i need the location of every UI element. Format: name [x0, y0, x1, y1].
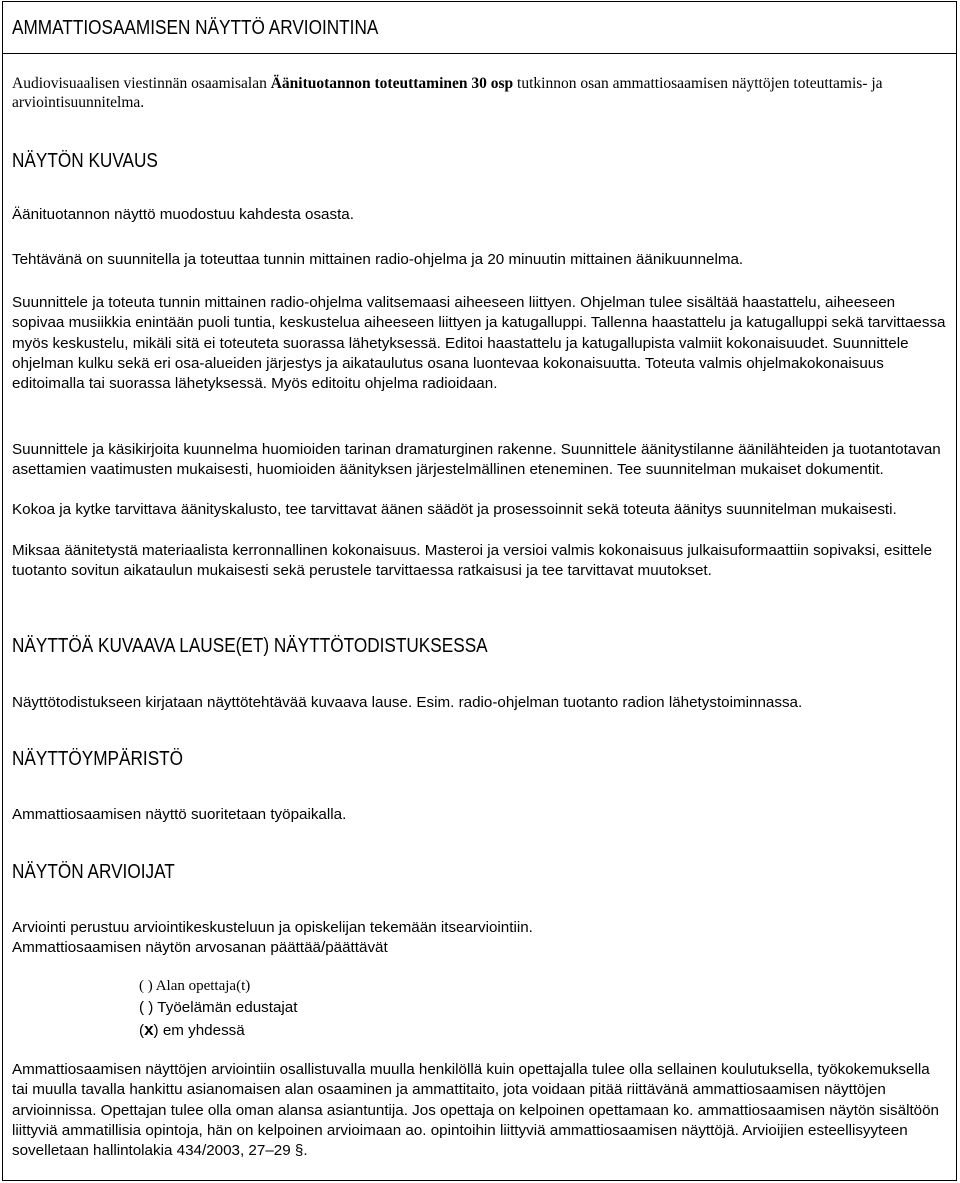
arvioijat-line2: Ammattiosaamisen näytön arvosanan päättää/päättävät — [12, 939, 388, 956]
mark-close: ) — [153, 1022, 159, 1039]
selected-mark: x — [144, 1020, 154, 1039]
arvioijat-heading: NÄYTÖN ARVIOIJAT — [12, 861, 175, 883]
kuvaus-p1: Äänituotannon näyttö muodostuu kahdesta osasta. — [12, 206, 354, 223]
option-label: em yhdessä — [162, 1022, 245, 1039]
ymparisto-heading: NÄYTTÖYMPÄRISTÖ — [12, 748, 184, 770]
option-label: Alan opettaja(t) — [155, 978, 251, 994]
kuvaus-p2: Tehtävänä on suunnitella ja toteuttaa tunnin mittainen radio-ohjelma ja 20 minuutin mittainen äänikuunnelma. — [12, 251, 744, 268]
option-label: Työelämän edustajat — [157, 999, 298, 1016]
intro-bold: Äänituotannon toteuttaminen 30 osp — [270, 75, 514, 92]
kuvaus-p6: Miksaa äänitetystä materiaalista kerronnallinen kokonaisuus. Masteroi ja versioi valmis kokonaisuus julkaisuformaattiin sopivaksi, esittele tuotanto sovitun aikataulun mukaisesti sekä perustele tarvittaessa ratkaisusi ja tee tarvittavat muutokset. — [12, 542, 933, 580]
final-text: Ammattiosaamisen näyttöjen arviointiin osallistuvalla muulla henkilöllä kuin opettajalla tulee olla sellainen koulutuksella, työkokemuksella tai muulla tavalla hankittu asianomaisen alan osaaminen ja ammattitaito, jota voidaan pitää riittävänä ammattiosaamisen näyttöjen arvioinnissa. Opettajan tulee olla oman alansa asiantuntija. Jos opettaja on kelpoinen opettamaan ko. ammattiosaamisen näytön sisältöön liittyviä ammatillisia opintoja, hän on kelpoinen arvioimaan ao. opintoihin liittyviä ammattiosaamisen näyttöjä. Arvioijien esteellisyyteen sovelletaan hallintolakia 434/2003, 27–29 — [12, 1061, 940, 1160]
kuvaus-p3: Suunnittele ja toteuta tunnin mittainen radio-ohjelma valitsemaasi aiheeseen liittyen. Ohjelman tulee sisältää haastattelu, aiheeseen sopivaa musiikkia enintään puoli tuntia, keskustelua aiheeseen liittyen ja katugalluppi. Tallenna haastattelu ja katugalluppi sekä tarvittaessa myös keskustelu, mikäli sitä ei toteuteta suorassa lähetyksessä. Editoi haastattelu ja katugallupista valmiit kokonaisuudet. Suunnittele ohjelman kulku sekä eri osa-alueiden järjestys ja aikataulutus osana luontevaa kokonaisuutta. Toteuta valmis ohjelmakokonaisuus editoimalla tai suorassa lähetyksessä. Myös editoitu ohjelma radioidaan. — [12, 294, 946, 393]
option-mark — [139, 1022, 159, 1039]
lause-heading: NÄYTTÖÄ KUVAAVA LAUSE(ET) NÄYTTÖTODISTUKSESSA — [12, 635, 488, 657]
kuvaus-p4: Suunnittele ja käsikirjoita kuunnelma huomioiden tarinan dramaturginen rakenne. Suunnittele äänitystilanne äänilähteiden ja tuotantotavan asettamien vaatimusten mukaisesti, huomioiden äänityksen järjestelmällinen eteneminen. Tee suunnitelman mukaiset dokumentit. — [12, 441, 941, 479]
option-tyoelaman-edustajat — [139, 998, 297, 1018]
final-end: §. — [294, 1142, 308, 1160]
document-title: AMMATTIOSAAMISEN NÄYTTÖ ARVIOINTINA — [12, 17, 379, 39]
arvioijat-line1: Arviointi perustuu arviointikeskusteluun ja opiskelijan tekemään itsearviointiin. — [12, 919, 533, 936]
title-divider — [2, 53, 957, 54]
option-alan-opettaja — [139, 976, 250, 996]
ymparisto-text: Ammattiosaamisen näyttö suoritetaan työpaikalla. — [12, 806, 347, 823]
intro-paragraph — [12, 74, 947, 112]
kuvaus-heading: NÄYTÖN KUVAUS — [12, 150, 158, 172]
mark-open: ( — [139, 1022, 145, 1039]
option-mark: ( ) — [139, 978, 153, 994]
kuvaus-p5: Kokoa ja kytke tarvittava äänityskalusto, tee tarvittavat äänen säädöt ja prosessoinnit sekä toteuta äänitys suunnitelman mukaisesti. — [12, 501, 897, 518]
intro-pre: Audiovisuaalisen viestinnän osaamisalan — [12, 75, 271, 92]
option-mark: ( ) — [139, 999, 154, 1016]
lause-text: Näyttötodistukseen kirjataan näyttötehtävää kuvaava lause. Esim. radio-ohjelman tuotanto radion lähetystoiminnassa. — [12, 694, 803, 711]
arvioijat-final — [12, 1060, 947, 1161]
intro-post: tutkinnon osan ammattiosaamisen näyttöjen toteuttamis- ja arviointisuunnitelma. — [12, 75, 883, 111]
option-em-yhdessa — [139, 1020, 245, 1041]
